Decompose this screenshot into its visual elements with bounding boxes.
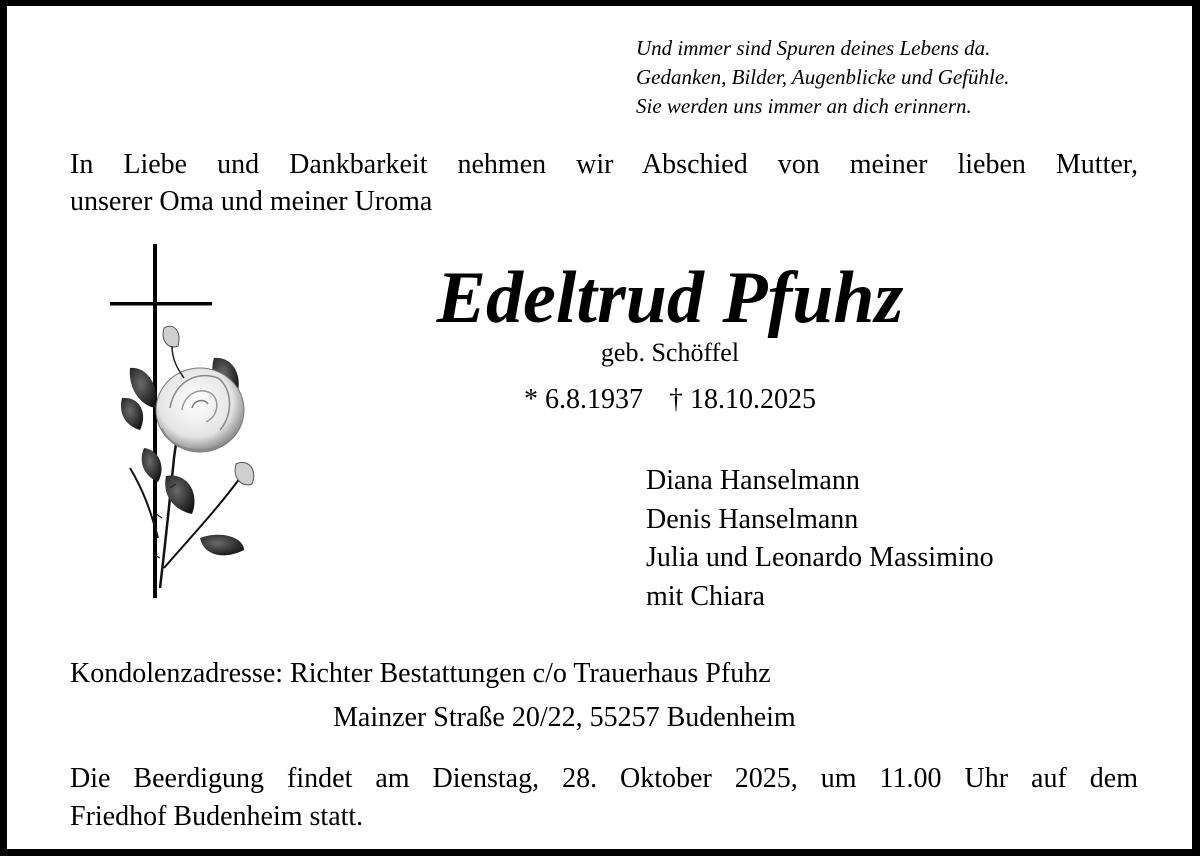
- mourner-name: mit Chiara: [646, 580, 765, 612]
- condolence-label: Kondolenzadresse:: [70, 658, 284, 689]
- condolence-line: Mainzer Straße 20/22, 55257 Budenheim: [333, 702, 796, 733]
- intro-line: unserer Oma und meiner Uroma: [70, 186, 433, 217]
- mourners-list: [646, 462, 994, 616]
- memorial-verse: [636, 34, 1009, 121]
- verse-line: Gedanken, Bilder, Augenblicke und Gefühle.: [636, 65, 1010, 89]
- intro-text: [70, 146, 1138, 220]
- life-dates: [300, 382, 1040, 418]
- mourner-name: Diana Hanselmann: [646, 465, 860, 496]
- condolence-row: [70, 652, 796, 696]
- mourner-name: Denis Hanselmann: [646, 503, 859, 535]
- funeral-notice: [70, 760, 1138, 836]
- birth-name: geb. Schöffel: [600, 338, 740, 367]
- verse-line: Und immer sind Spuren deines Lebens da.: [636, 36, 991, 60]
- condolence-line: Richter Bestattungen c/o Trauerhaus Pfuhz: [290, 658, 771, 689]
- funeral-line: Die Beerdigung findet am Dienstag, 28. Oktober 2025, um 11.00 Uhr auf dem: [70, 763, 1138, 794]
- deceased-name: Edeltrud Pfuhz: [436, 257, 904, 339]
- mourner-name: Julia und Leonardo Massimino: [646, 542, 994, 573]
- death-date: † 18.10.2025: [669, 384, 816, 415]
- verse-line: Sie werden uns immer an dich erinnern.: [636, 94, 972, 118]
- cross-with-rose-icon: [100, 238, 270, 608]
- intro-line: In Liebe und Dankbarkeit nehmen wir Abschied von meiner lieben Mutter,: [70, 149, 1138, 180]
- condolence-address: [70, 652, 796, 740]
- funeral-line: Friedhof Budenheim statt.: [70, 801, 364, 832]
- birth-date: * 6.8.1937: [524, 384, 643, 415]
